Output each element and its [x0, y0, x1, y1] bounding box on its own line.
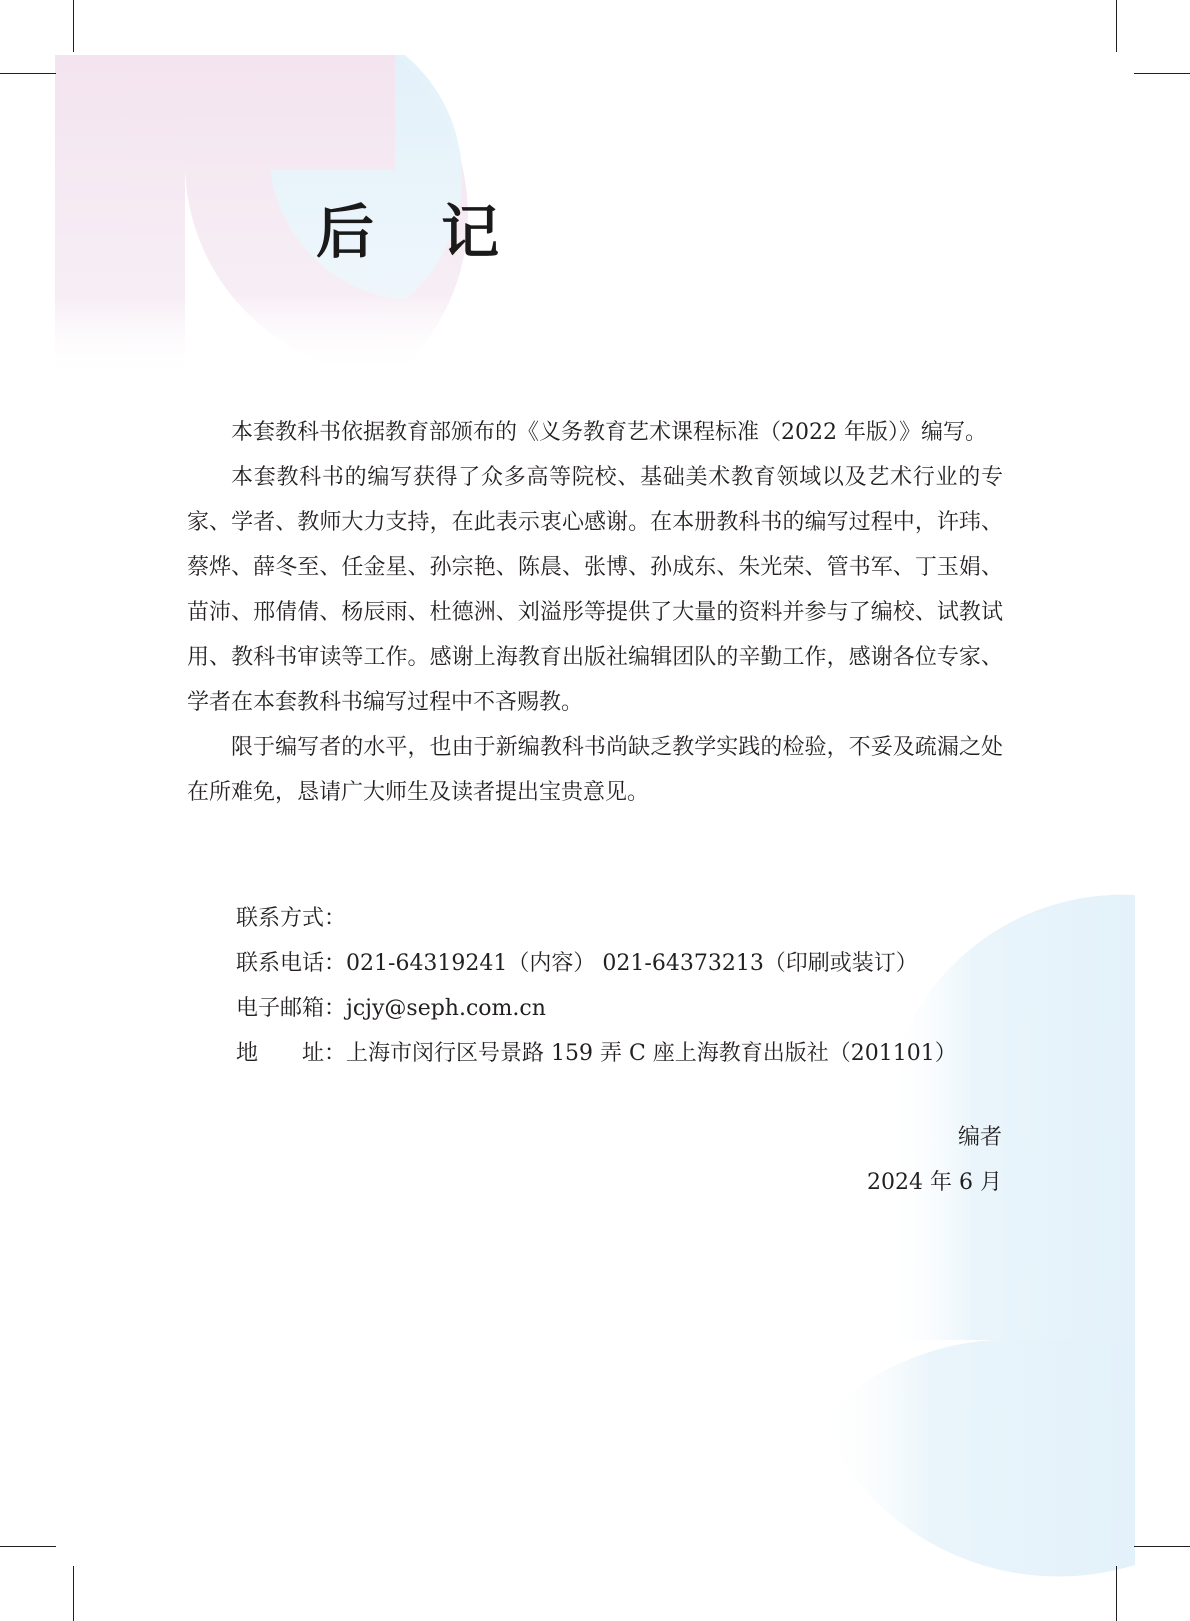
signature-author: 编者	[957, 1125, 1002, 1150]
phone-value: 021-64319241（内容） 021-64373213（印刷或装订）	[346, 951, 918, 976]
phone-label: 联系电话：	[236, 951, 347, 976]
body-text	[187, 410, 1003, 815]
paragraph: 限于编写者的水平，也由于新编教科书尚缺乏教学实践的检验，不妥及疏漏之处在所难免，恳请广大师生及读者提出宝贵意见。	[187, 735, 1003, 805]
crop-mark	[0, 73, 56, 74]
email-value: jcjy@seph.com.cn	[346, 996, 546, 1021]
contact-address-line	[236, 1031, 957, 1076]
crop-mark	[73, 1566, 74, 1621]
contact-info	[236, 896, 957, 1076]
contact-phone-line	[236, 941, 957, 986]
blue-shape-right-lower	[820, 1340, 1135, 1577]
page-title	[316, 185, 500, 269]
pink-shape-left	[55, 55, 185, 380]
crop-mark	[1134, 1546, 1190, 1547]
title-char-2: 记	[441, 198, 501, 266]
crop-mark	[1116, 0, 1117, 52]
crop-mark	[1134, 73, 1190, 74]
signature	[867, 1115, 1002, 1205]
address-label-2: 址：	[302, 1041, 347, 1066]
contact-email-line	[236, 986, 957, 1031]
email-label: 电子邮箱：	[236, 996, 347, 1021]
address-label-1: 地	[236, 1041, 259, 1066]
signature-date: 2024 年 6 月	[867, 1170, 1002, 1195]
paragraph: 本套教科书的编写获得了众多高等院校、基础美术教育领域以及艺术行业的专家、学者、教师大力支持，在此表示衷心感谢。在本册教科书的编写过程中，许玮、蔡烨、薛冬至、任金星、孙宗艳、陈晨、张博、孙成东、朱光荣、管书军、丁玉娟、苗沛、邢倩倩、杨辰雨、杜德洲、刘溢彤等提供了大量的资料并参与了编校、试教试用、教科书审读等工作。感谢上海教育出版社编辑团队的辛勤工作，感谢各位专家、学者在本套教科书编写过程中不吝赐教。	[187, 465, 1003, 715]
address-value: 上海市闵行区号景路 159 弄 C 座上海教育出版社（201101）	[346, 1041, 957, 1066]
crop-mark	[1116, 1566, 1117, 1621]
crop-mark	[0, 1546, 56, 1547]
title-char-1: 后	[316, 198, 376, 266]
paragraph: 本套教科书依据教育部颁布的《义务教育艺术课程标准（2022 年版）》编写。	[231, 420, 987, 445]
contact-heading: 联系方式：	[236, 906, 347, 931]
crop-mark	[73, 0, 74, 52]
